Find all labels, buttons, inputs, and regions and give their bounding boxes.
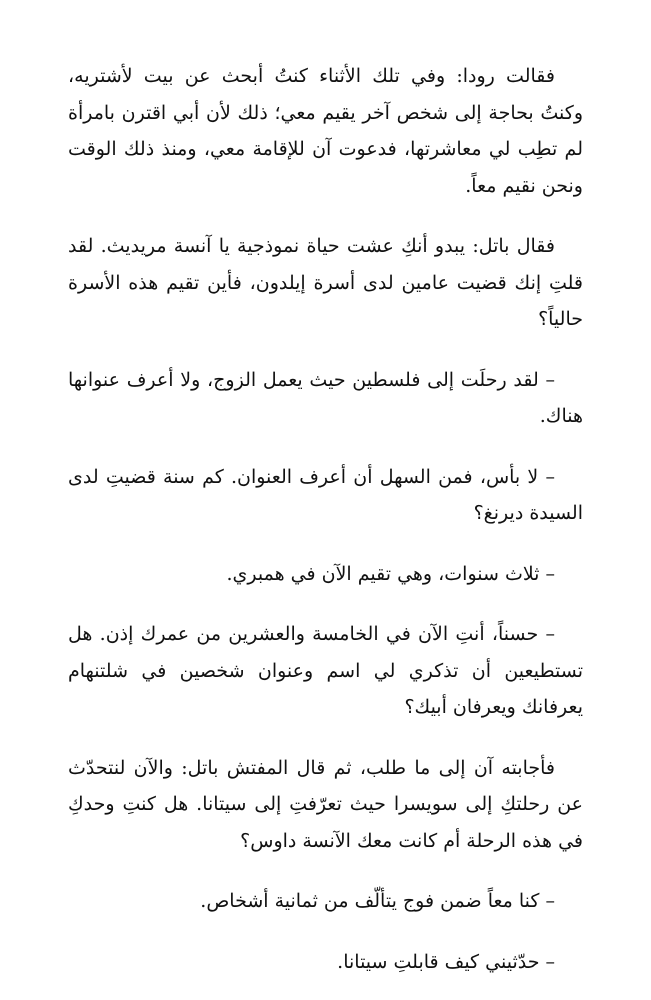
- paragraph-rhoda-house: فقالت رودا: وفي تلك الأثناء كنتُ أبحث عن بيت لأشتريه، وكنتُ بحاجة إلى شخص آخر يقيم معي؛ ذلك لأن أبي اقترن بامرأة لم تطِب لي معاشرتها، فدعوت آن للإقامة معي، ومنذ ذلك الوقت ونحن نقيم معاً.: [68, 65, 583, 197]
- paragraph-battle-question: فقال باتل: يبدو أنكِ عشت حياة نموذجية يا آنسة مريديث. لقد قلتِ إنك قضيت عامين لدى أسرة إيلدون، فأين تقيم هذه الأسرة حالياً؟: [68, 235, 583, 330]
- paragraph-three-years: – ثلاث سنوات، وهي تقيم الآن في همبري.: [226, 562, 555, 585]
- paragraph-switzerland-trip: فأجابته آن إلى ما طلب، ثم قال المفتش باتل: والآن لنتحدّث عن رحلتكِ إلى سويسرا حيث تعرّفتِ إلى سيتانا. هل كنتِ وحدكِ في هذه الرحلة أم كانت معك الآنسة داوس؟: [68, 756, 583, 852]
- paragraph-group-of-eight: – كنا معاً ضمن فوج يتألّف من ثمانية أشخاص.: [200, 890, 555, 912]
- paragraph-age-references: – حسناً، أنتِ الآن في الخامسة والعشرين من عمرك إذن. هل تستطيعين أن تذكري لي اسم وعنوان شخصين في شلتنهام يعرفانك ويعرفان أبيك؟: [68, 623, 583, 718]
- paragraph-how-met: – حدّثيني كيف قابلتِ سيتانا.: [337, 950, 555, 973]
- paragraph-deering-years: – لا بأس، فمن السهل أن أعرف العنوان. كم سنة قضيتِ لدى السيدة ديرنغ؟: [68, 465, 583, 524]
- paragraph-palestine: – لقد رحلَت إلى فلسطين حيث يعمل الزوج، ولا أعرف عنوانها هناك.: [68, 368, 583, 427]
